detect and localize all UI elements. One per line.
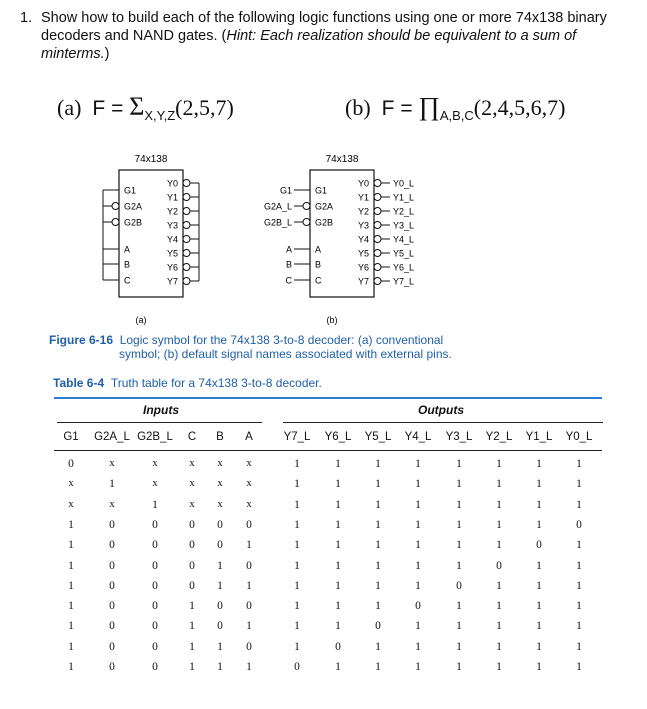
inversion-bubble [374,278,381,285]
table-cell: 1 [294,498,300,511]
table-cell: x [217,478,223,490]
table-top-rule [54,397,602,399]
table-cell: 1 [68,559,74,572]
pin-label-g2a: G2A [124,201,143,212]
table-cell: 0 [109,620,115,633]
table-cell: 1 [496,539,502,552]
table-cell: 1 [217,661,223,673]
table-cell: 0 [217,518,223,531]
pin-label-y3: Y3 [357,220,369,231]
inversion-bubble [374,264,381,271]
column-header-g1: G1 [63,431,79,443]
external-input-c: C [285,275,292,286]
table-cell: 1 [496,498,502,511]
table-cell: x [189,458,195,469]
pin-label-g2b: G2B [124,217,143,228]
pin-label-y6: Y6 [357,262,369,273]
table-cell: 1 [576,458,582,470]
table-cell: 1 [415,661,421,673]
table-cell: 1 [456,458,462,470]
external-output-y1-l: Y1_L [393,192,415,203]
pin-label-c: C [315,275,322,286]
table-cell: 1 [375,458,381,470]
table-cell: 1 [335,661,341,673]
table-cell: 1 [415,539,421,552]
table-cell: 1 [335,600,341,613]
table-cell: 0 [68,458,74,470]
table-cell: 1 [246,661,252,673]
pin-label-g1: G1 [315,185,328,196]
table-cell: 0 [246,559,252,572]
column-header-y3-l: Y3_L [445,431,473,443]
table-cell: 0 [246,600,252,613]
inputs-group-rule [57,422,262,423]
pin-label-y2: Y2 [166,206,178,217]
table-cell: 1 [375,518,381,531]
table-cell: 1 [294,478,300,491]
external-input-g2a-l: G2A_L [263,201,292,212]
table-cell: 0 [152,620,158,633]
table-cell: 1 [294,518,300,531]
table-cell: 0 [109,661,115,673]
table-cell: 0 [189,518,195,531]
table-cell: 0 [189,579,195,592]
table-cell: 1 [576,620,582,633]
table-cell: 1 [536,640,542,653]
table-cell: 1 [576,559,582,572]
inversion-bubble [374,208,381,215]
table-cell: 1 [246,620,252,633]
question-number: 1. [20,10,33,26]
table-cell: 1 [68,579,74,592]
table-cell: 1 [68,640,74,653]
external-input-g2b-l: G2B_L [263,217,292,228]
pin-label-g2b: G2B [315,217,334,228]
pin-label-a: A [124,244,131,255]
external-output-y2-l: Y2_L [393,206,415,217]
table-cell: 0 [152,640,158,653]
table-cell: x [152,458,158,469]
table-cell: 1 [375,661,381,673]
table-cell: 1 [415,640,421,653]
table-cell: 1 [415,579,421,592]
table-cell: 1 [415,559,421,572]
table-cell: 0 [109,640,115,653]
table-cell: 1 [456,539,462,552]
external-output-y4-l: Y4_L [393,234,415,245]
table-cell: 1 [576,498,582,511]
table-cell: 1 [335,579,341,592]
inversion-bubble [303,219,310,226]
table-cell: 1 [189,661,195,673]
diagram-part-label: (a) [135,315,147,325]
column-header-y5-l: Y5_L [364,431,392,443]
column-header-c: C [187,431,197,443]
table-cell: x [246,458,252,469]
external-output-y5-l: Y5_L [393,248,415,259]
table-cell: 1 [68,539,74,552]
pin-label-y4: Y4 [166,234,178,245]
table-cell: 1 [456,600,462,613]
table-cell: 1 [375,498,381,511]
question-hint: Hint: Each realization should be equivalent to a sum of minterms. [41,28,577,62]
table-cell: 0 [415,600,421,613]
table-cell: 0 [152,518,158,531]
table-cell: x [109,458,115,469]
table-cell: 1 [335,559,341,572]
table-cell: 0 [109,600,115,613]
pin-label-y7: Y7 [357,276,369,287]
header-bottom-rule [54,450,602,451]
table-cell: 1 [246,539,252,552]
table-cell: x [217,458,223,469]
table-cell: 1 [456,661,462,673]
table-cell: 1 [217,559,223,572]
table-cell: 1 [152,498,158,511]
table-cell: 1 [68,661,74,673]
table-cell: x [217,498,223,510]
table-cell: 1 [335,539,341,552]
formula-b: (b) $F = \prod_{A,B,C}(2,4,5,6,7)$ [345,92,566,123]
pin-label-a: A [315,244,322,255]
inversion-bubble [183,194,190,201]
figure-caption: Figure 6-16 Logic symbol for the 74x138 3-to-8 decoder: (a) conventional symbol; (b) default signal names associated with external pins. [49,333,452,361]
table-caption: Table 6-4 Truth table for a 74x138 3-to-8 decoder. [53,376,322,390]
column-header-y7-l: Y7_L [283,431,311,443]
outputs-group-header: Outputs [418,403,464,417]
pin-label-y1: Y1 [357,192,369,203]
external-input-g1: G1 [279,185,292,196]
table-cell: 0 [536,539,542,552]
product-symbol: ∏ [418,92,440,121]
table-cell: 1 [375,579,381,592]
table-cell: x [109,498,115,510]
table-cell: 1 [294,620,300,633]
table-cell: 1 [415,498,421,511]
table-cell: 0 [189,539,195,552]
table-cell: 1 [415,458,421,470]
inversion-bubble [112,203,119,210]
table-cell: 1 [217,579,223,592]
inversion-bubble [374,250,381,257]
column-header-g2a-l: G2A_L [94,431,130,443]
table-cell: 0 [152,539,158,552]
table-cell: 1 [415,518,421,531]
table-cell: 0 [109,559,115,572]
table-cell: 1 [109,478,115,491]
table-cell: 1 [496,600,502,613]
inversion-bubble [303,203,310,210]
table-cell: 1 [375,559,381,572]
table-cell: 1 [189,640,195,653]
table-cell: 1 [496,579,502,592]
table-cell: 1 [576,661,582,673]
table-cell: 1 [335,478,341,491]
table-cell: 0 [456,579,462,592]
table-cell: 0 [152,579,158,592]
column-header-y4-l: Y4_L [404,431,432,443]
pin-label-b: B [124,259,131,270]
inversion-bubble [183,180,190,187]
inversion-bubble [183,236,190,243]
external-output-y0-l: Y0_L [393,178,415,189]
pin-label-y2: Y2 [357,206,369,217]
table-cell: 1 [294,458,300,470]
table-cell: x [246,478,252,490]
external-output-y3-l: Y3_L [393,220,415,231]
table-cell: 1 [456,559,462,572]
outputs-group-rule [283,422,603,423]
external-input-b: B [285,259,292,270]
inversion-bubble [183,250,190,257]
table-cell: 1 [576,579,582,592]
column-header-y6-l: Y6_L [324,431,352,443]
table-cell: 1 [536,579,542,592]
decoder-title: 74x138 [134,154,168,165]
inversion-bubble [183,278,190,285]
table-cell: 1 [536,559,542,572]
table-cell: 1 [68,600,74,613]
table-cell: 1 [496,458,502,470]
diagram-part-label: (b) [326,315,338,325]
table-cell: 1 [68,518,74,531]
inversion-bubble [374,236,381,243]
table-cell: 0 [335,640,341,653]
table-cell: 1 [335,498,341,511]
table-cell: 1 [294,559,300,572]
table-cell: 1 [68,620,74,633]
inversion-bubble [374,180,381,187]
table-cell: 0 [496,559,502,572]
table-cell: 0 [217,600,223,613]
pin-label-y4: Y4 [357,234,369,245]
pin-label-y0: Y0 [357,178,369,189]
table-cell: 0 [294,661,300,673]
table-cell: 0 [189,559,195,572]
pin-label-c: C [124,275,131,286]
inversion-bubble [183,264,190,271]
table-cell: x [189,478,195,490]
table-cell: 1 [536,620,542,633]
table-cell: 0 [246,640,252,653]
table-cell: 1 [496,640,502,653]
pin-label-y3: Y3 [166,220,178,231]
question-text: Show how to build each of the following logic functions using one or more 74x138 binary decoders and NAND gates. (Hint: Each realization should be equivalent to a sum of minterms.) [41,10,607,62]
table-cell: 1 [375,478,381,491]
table-cell: 1 [375,640,381,653]
table-cell: 0 [217,620,223,633]
table-cell: 1 [536,600,542,613]
external-output-y6-l: Y6_L [393,262,415,273]
table-cell: 1 [456,498,462,511]
table-cell: 1 [189,620,195,633]
decoder-symbol-external-names [264,154,414,325]
pin-label-b: B [315,259,322,270]
table-cell: 1 [294,640,300,653]
table-cell: 0 [109,539,115,552]
pin-label-g1: G1 [124,185,137,196]
table-cell: 1 [576,539,582,552]
table-cell: 0 [109,579,115,592]
table-cell: 1 [576,640,582,653]
inversion-bubble [183,208,190,215]
table-cell: 1 [536,478,542,491]
table-cell: 1 [375,600,381,613]
table-cell: 0 [576,518,582,531]
table-cell: 1 [456,518,462,531]
column-header-y1-l: Y1_L [525,431,553,443]
table-cell: 1 [217,640,223,653]
pin-label-y5: Y5 [357,248,369,259]
table-cell: 0 [217,539,223,552]
decoder-symbol-conventional [103,154,199,325]
decoder-title: 74x138 [325,154,359,165]
table-cell: 1 [536,458,542,470]
pin-label-y7: Y7 [166,276,178,287]
table-cell: 1 [496,620,502,633]
table-cell: 1 [294,539,300,552]
inversion-bubble [374,222,381,229]
table-cell: 1 [496,478,502,491]
table-cell: 0 [152,559,158,572]
pin-label-y5: Y5 [166,248,178,259]
table-cell: 0 [152,600,158,613]
table-cell: 1 [246,579,252,592]
table-cell: x [68,478,74,490]
table-cell: 1 [294,579,300,592]
inversion-bubble [374,194,381,201]
table-cell: 0 [152,661,158,673]
table-cell: x [68,498,74,510]
pin-label-g2a: G2A [315,201,334,212]
column-header-g2b-l: G2B_L [137,431,173,443]
table-cell: 0 [109,518,115,531]
inversion-bubble [112,219,119,226]
table-cell: 1 [496,661,502,673]
table-cell: 1 [335,620,341,633]
external-input-a: A [285,244,292,255]
sum-symbol: Σ [129,92,145,121]
inversion-bubble [183,222,190,229]
table-cell: 1 [294,600,300,613]
table-cell: 1 [576,600,582,613]
inputs-group-header: Inputs [143,403,179,417]
column-header-a: A [245,431,253,443]
table-cell: 0 [375,620,381,633]
table-cell: 1 [456,478,462,491]
pin-label-y6: Y6 [166,262,178,273]
column-header-y2-l: Y2_L [485,431,513,443]
table-cell: 1 [456,620,462,633]
table-cell: 1 [415,620,421,633]
external-output-y7-l: Y7_L [393,276,415,287]
table-cell: 1 [536,661,542,673]
table-cell: 1 [335,518,341,531]
table-cell: x [189,498,195,510]
table-cell: 1 [415,478,421,491]
column-header-y0-l: Y0_L [565,431,593,443]
table-cell: 1 [375,539,381,552]
table-cell: 1 [576,478,582,491]
table-cell: x [152,478,158,490]
table-cell: 0 [246,518,252,531]
table-cell: 1 [536,518,542,531]
table-cell: 1 [456,640,462,653]
decoder-logic-symbol-figure [0,0,647,330]
formula-a: (a) $F = \Sigma_{X,Y,Z}(2,5,7)$ [57,92,234,123]
table-cell: x [246,498,252,510]
pin-label-y1: Y1 [166,192,178,203]
table-cell: 1 [536,498,542,511]
table-cell: 1 [335,458,341,470]
column-header-b: B [216,431,224,443]
pin-label-y0: Y0 [166,178,178,189]
table-cell: 1 [496,518,502,531]
table-cell: 1 [189,600,195,613]
